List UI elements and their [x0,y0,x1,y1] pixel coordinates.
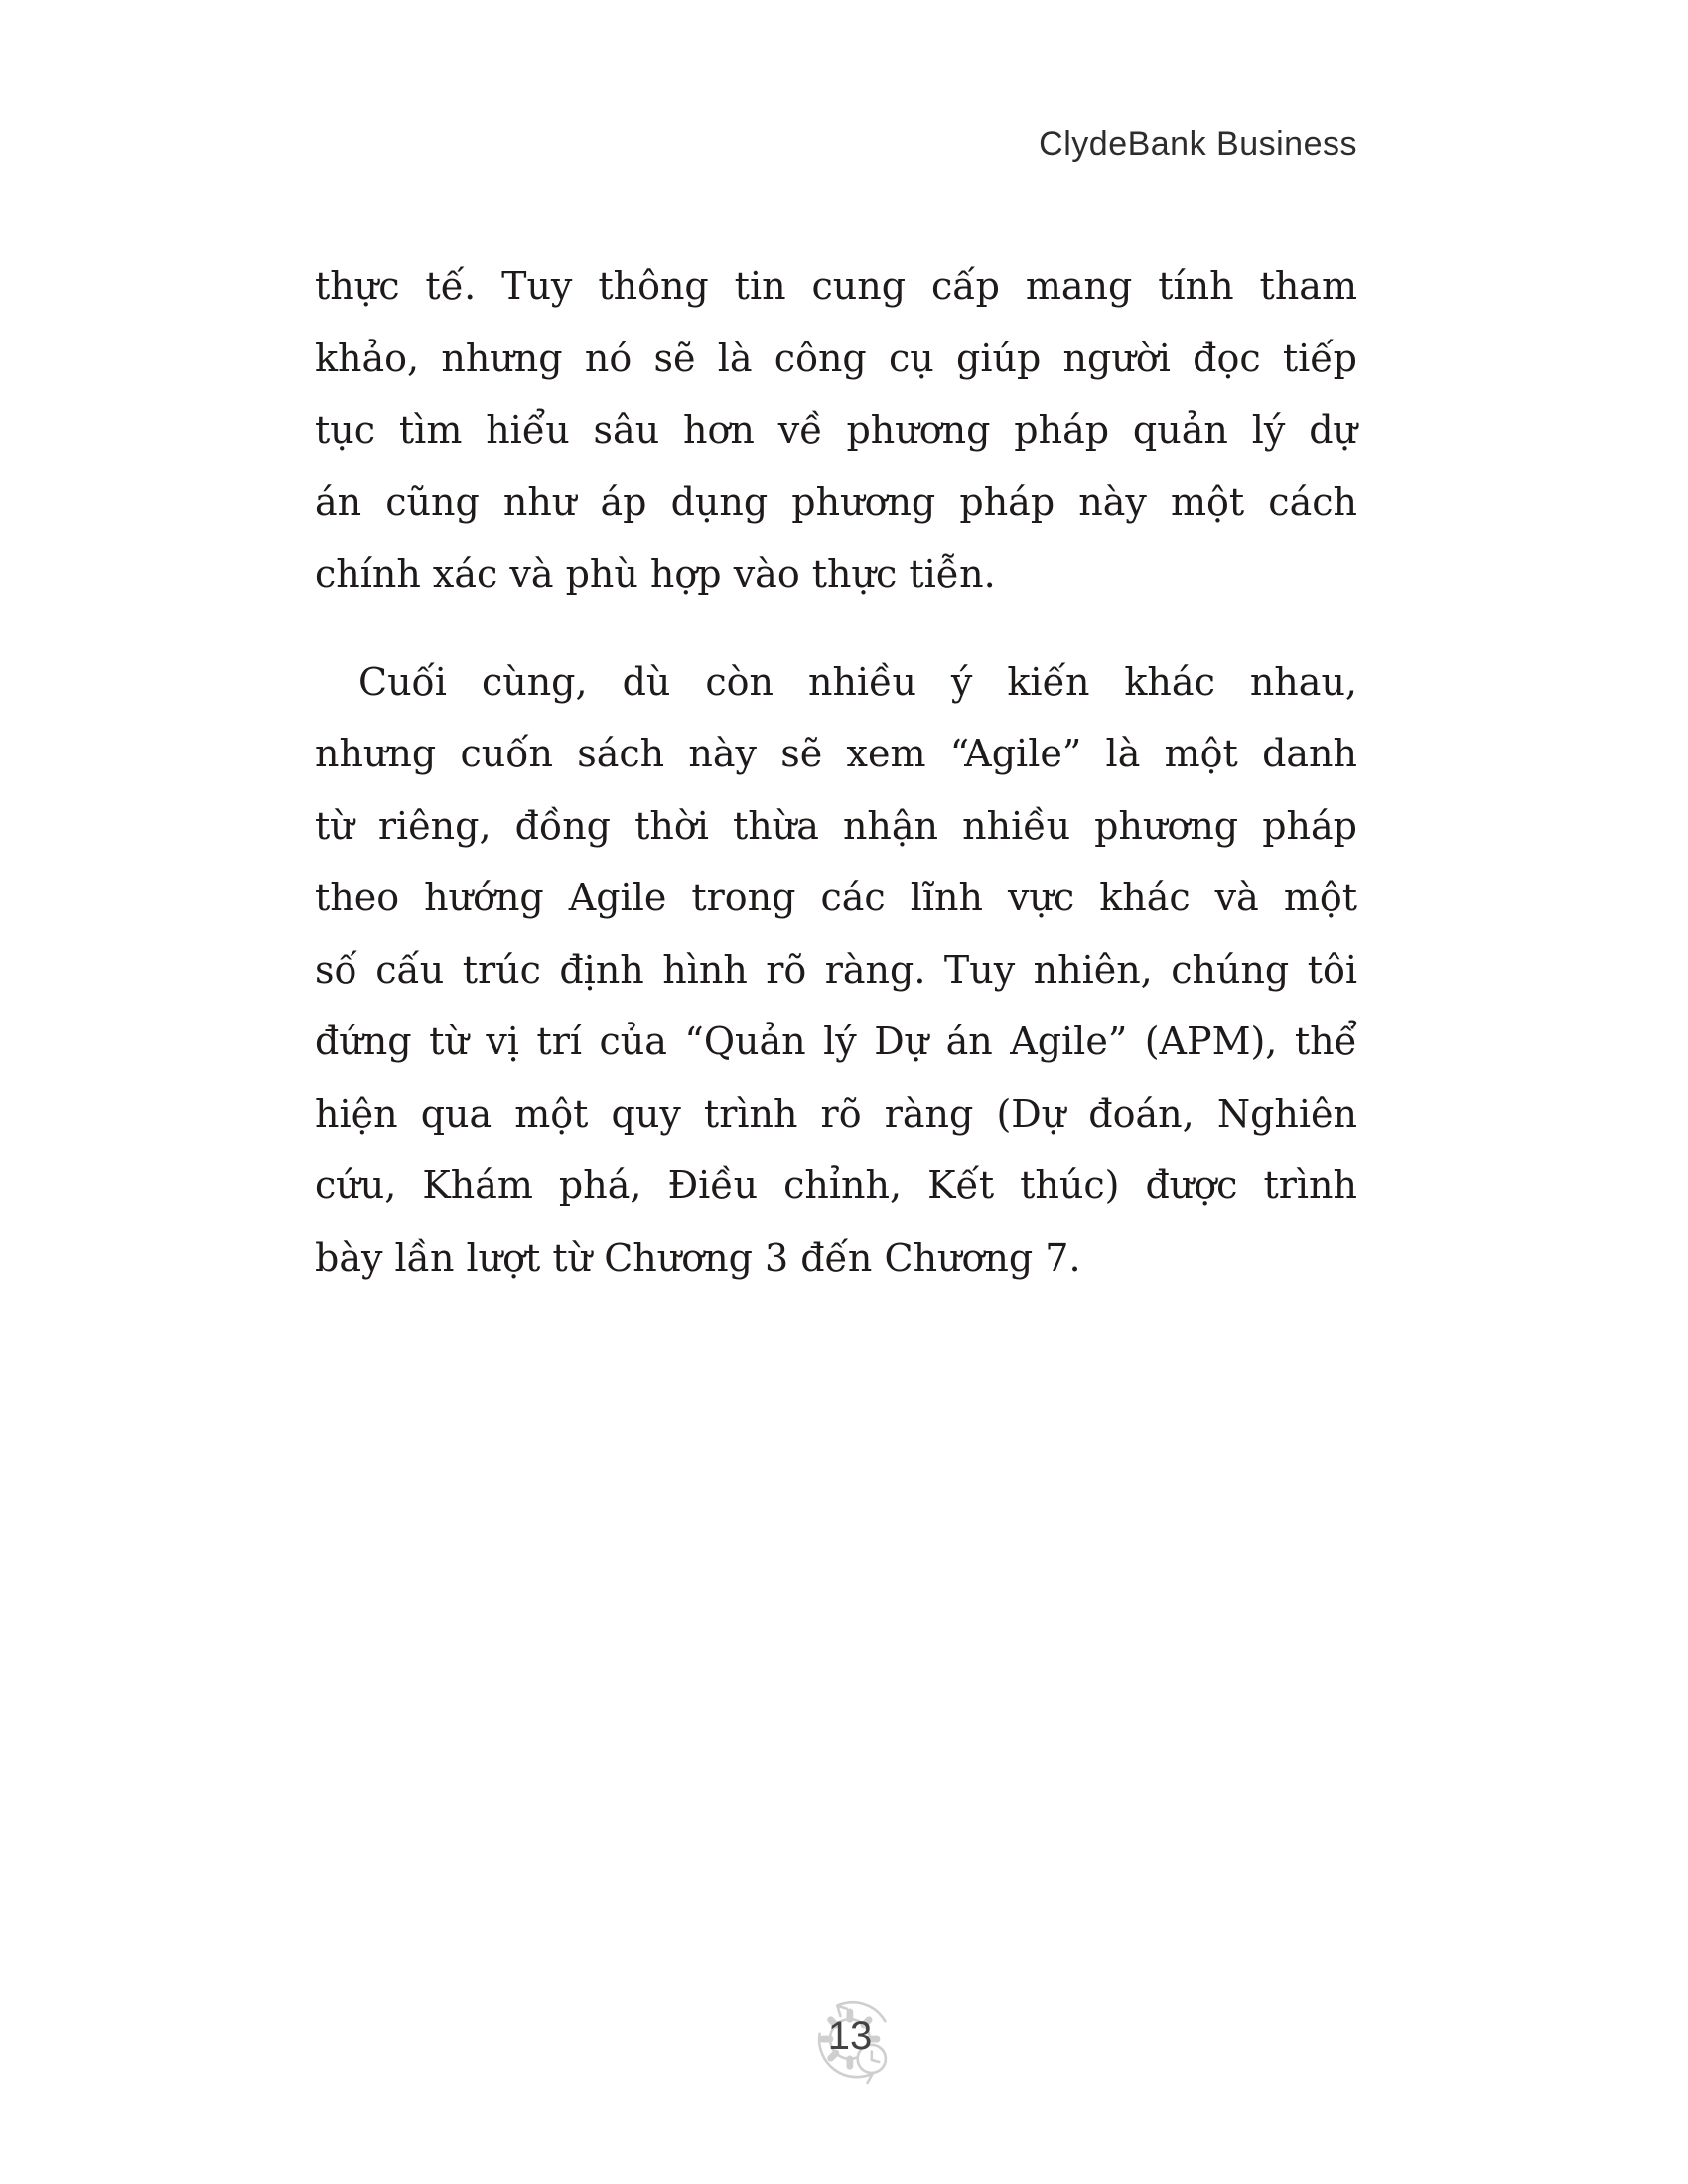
text-line: chính xác và phù hợp vào thực tiễn. [315,552,996,596]
text-line: thực tế. Tuy thông tin cung cấp mang tính tham [315,264,1357,308]
running-header: ClydeBank Business [1039,125,1357,163]
text-line: khảo, nhưng nó sẽ là công cụ giúp người đọc tiếp [315,336,1357,380]
text-line: số cấu trúc định hình rõ ràng. Tuy nhiên, chúng tôi [315,947,1357,992]
text-line: nhưng cuốn sách này sẽ xem “Agile” là một danh [315,732,1357,775]
page-footer [806,1991,900,2085]
page-number: 13 [827,2014,873,2058]
text-line: đứng từ vị trí của “Quản lý Dự án Agile” (APM), thể [315,1020,1357,1063]
text-line: cứu, Khám phá, Điều chỉnh, Kết thúc) được trình [315,1163,1357,1207]
text-line: tục tìm hiểu sâu hơn về phương pháp quản lý dự [315,408,1357,452]
text-line: bày lần lượt từ Chương 3 đến Chương 7. [315,1235,1081,1280]
paragraph [315,646,1357,1295]
text-line: Cuối cùng, dù còn nhiều ý kiến khác nhau, [358,659,1357,704]
text-line: hiện qua một quy trình rõ ràng (Dự đoán, Nghiên [315,1091,1357,1136]
paragraph [315,250,1357,611]
text-line: theo hướng Agile trong các lĩnh vực khác và một [315,876,1357,919]
body-text [315,250,1357,1294]
text-line: từ riêng, đồng thời thừa nhận nhiều phương pháp [315,803,1357,848]
text-line: án cũng như áp dụng phương pháp này một cách [315,479,1357,524]
